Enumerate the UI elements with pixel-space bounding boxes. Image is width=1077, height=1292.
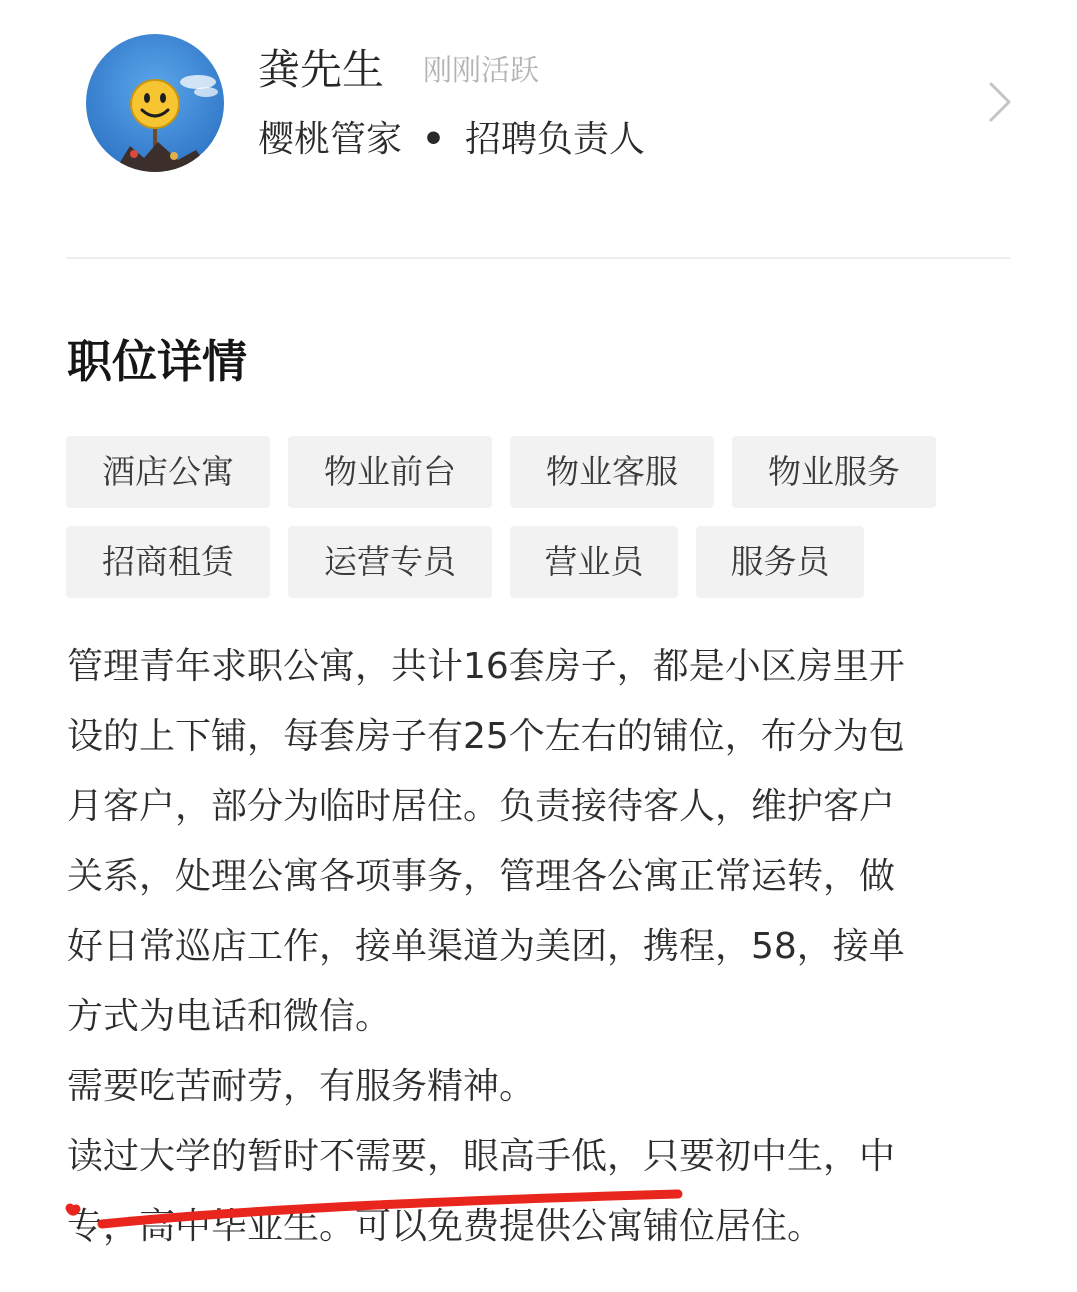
description-line: 关系，处理公寓各项事务，管理各公寓正常运转，做 bbox=[67, 856, 896, 897]
job-tag[interactable]: 服务员 bbox=[696, 526, 864, 598]
description-line: 专，高中毕业生。可以免费提供公寓铺位居住。 bbox=[67, 1206, 824, 1247]
description-line: 读过大学的暂时不需要，眼高手低，只要初中生，中 bbox=[67, 1136, 896, 1177]
recruiter-role: 招聘负责人 bbox=[465, 119, 646, 160]
recruiter-company-role bbox=[258, 116, 645, 164]
section-title: 职位详情 bbox=[67, 335, 248, 388]
smiley-avatar-icon bbox=[86, 34, 224, 172]
job-description bbox=[67, 632, 1017, 1262]
section-divider bbox=[66, 257, 1010, 259]
job-tag[interactable]: 物业客服 bbox=[510, 436, 714, 508]
description-line: 月客户，部分为临时居住。负责接待客人，维护客户 bbox=[67, 786, 896, 827]
recruiter-avatar[interactable] bbox=[86, 34, 224, 172]
job-tag[interactable]: 物业前台 bbox=[288, 436, 492, 508]
description-line: 管理青年求职公寓，共计16套房子，都是小区房里开 bbox=[67, 646, 905, 687]
job-tag[interactable]: 招商租赁 bbox=[66, 526, 270, 598]
description-line: 需要吃苦耐劳，有服务精神。 bbox=[67, 1066, 536, 1107]
chevron-right-icon[interactable] bbox=[982, 80, 1018, 124]
description-line: 好日常巡店工作，接单渠道为美团，携程，58，接单 bbox=[67, 926, 905, 967]
company-name: 樱桃管家 bbox=[258, 119, 403, 160]
description-line: 设的上下铺，每套房子有25个左右的铺位，布分为包 bbox=[67, 716, 905, 757]
recruiter-card[interactable] bbox=[0, 0, 1077, 230]
activity-status: 刚刚活跃 bbox=[423, 53, 540, 87]
job-tag[interactable]: 物业服务 bbox=[732, 436, 936, 508]
job-tag[interactable]: 酒店公寓 bbox=[66, 436, 270, 508]
separator-dot: • bbox=[422, 119, 446, 160]
job-tag[interactable]: 营业员 bbox=[510, 526, 678, 598]
job-tag[interactable]: 运营专员 bbox=[288, 526, 492, 598]
description-line: 方式为电话和微信。 bbox=[67, 996, 392, 1037]
recruiter-name: 龚先生 bbox=[258, 45, 385, 94]
